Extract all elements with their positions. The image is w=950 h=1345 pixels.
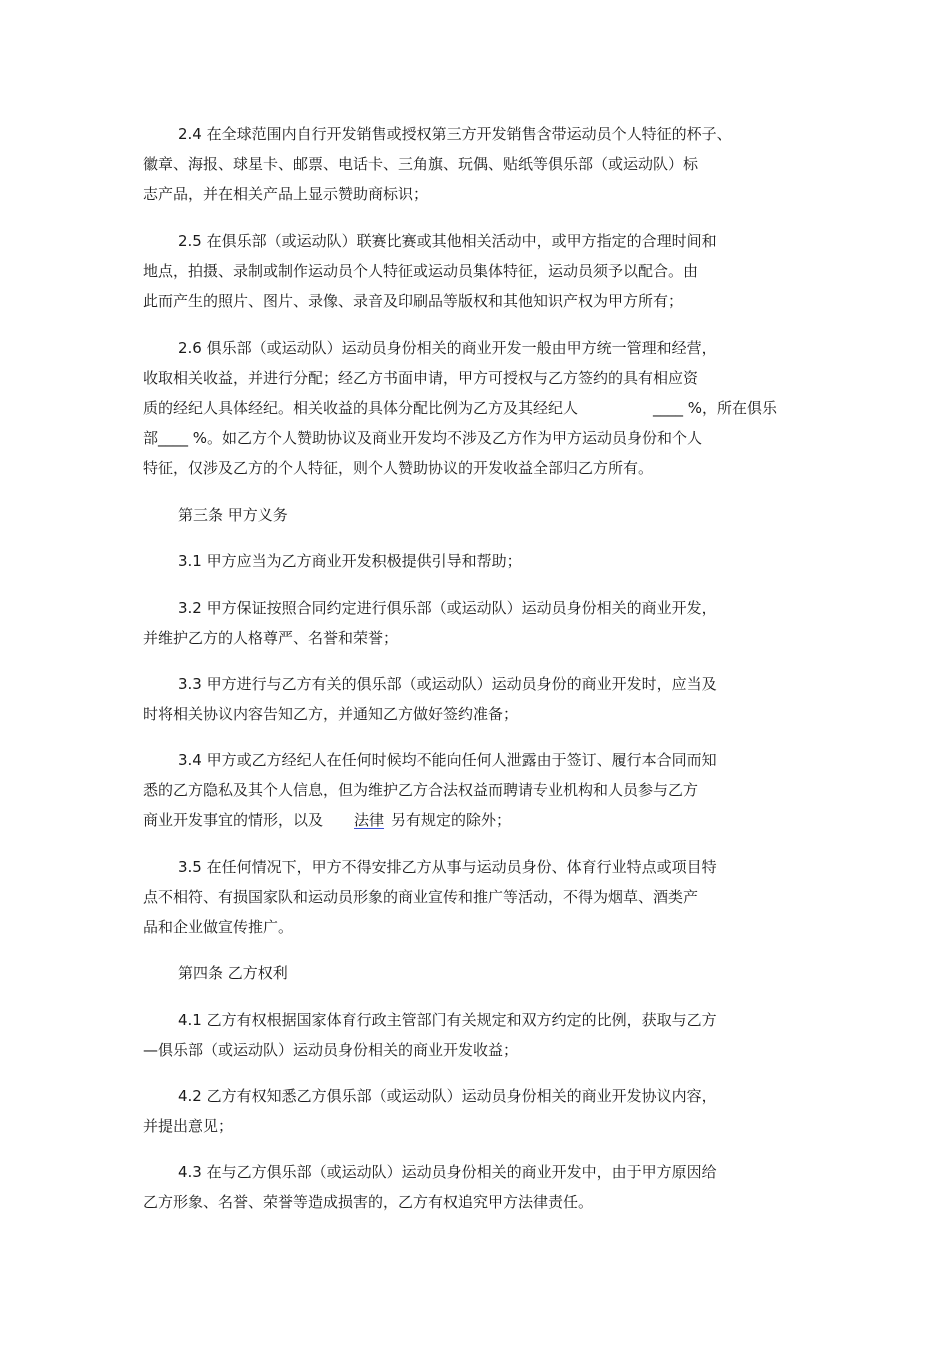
para-2-6-line-2: 收取相关收益，并进行分配；经乙方书面申请，甲方可授权与乙方签约的具有相应资 [143,369,699,387]
para-2-6-line-4: 部____ %。如乙方个人赞助协议及商业开发均不涉及乙方作为甲方运动员身份和个人 [143,429,703,447]
para-3-5-line-2: 点不相符、有损国家队和运动员形象的商业宣传和推广等活动，不得为烟草、酒类产 [143,888,699,906]
para-3-2-line-2: 并维护乙方的人格尊严、名誉和荣誉； [143,629,399,647]
para-2-5-line-2: 地点，拍摄、录制或制作运动员个人特征或运动员集体特征，运动员须予以配合。由 [143,262,699,280]
para-3-1-line-1: 3.1 甲方应当为乙方商业开发积极提供引导和帮助； [178,552,522,570]
para-2-6-line-5: 特征，仅涉及乙方的个人特征，则个人赞助协议的开发收益全部归乙方所有。 [143,459,654,477]
para-3-4-line-3-tail: 另有规定的除外； [391,811,512,829]
article-4-heading: 第四条 乙方权利 [178,964,288,982]
para-2-5-line-3: 此而产生的照片、图片、录像、录音及印刷品等版权和其他知识产权为甲方所有； [143,292,684,310]
para-3-2-line-1: 3.2 甲方保证按照合同约定进行俱乐部（或运动队）运动员身份相关的商业开发， [178,599,717,617]
para-4-2-line-2: 并提出意见； [143,1117,234,1135]
para-3-3-line-1: 3.3 甲方进行与乙方有关的俱乐部（或运动队）运动员身份的商业开发时，应当及 [178,675,717,693]
para-3-5-line-3: 品和企业做宣传推广。 [143,918,294,936]
para-2-6-line-3: 质的经纪人具体经纪。相关收益的具体分配比例为乙方及其经纪人 [143,399,579,417]
para-4-1-line-1: 4.1 乙方有权根据国家体育行政主管部门有关规定和双方约定的比例，获取与乙方 [178,1011,717,1029]
para-2-5-line-1: 2.5 在俱乐部（或运动队）联赛比赛或其他相关活动中，或甲方指定的合理时间和 [178,232,717,250]
para-2-4-line-1: 2.4 在全球范围内自行开发销售或授权第三方开发销售含带运动员个人特征的杯子、 [178,125,732,143]
para-4-1-line-2: —俱乐部（或运动队）运动员身份相关的商业开发收益； [143,1041,519,1059]
para-2-6-line-3-tail: ____ %，所在俱乐 [653,399,778,417]
para-3-4-line-2: 悉的乙方隐私及其个人信息，但为维护乙方合法权益而聘请专业机构和人员参与乙方 [143,781,699,799]
para-2-4-line-2: 徽章、海报、球星卡、邮票、电话卡、三角旗、玩偶、贴纸等俱乐部（或运动队）标 [143,155,699,173]
para-4-2-line-1: 4.2 乙方有权知悉乙方俱乐部（或运动队）运动员身份相关的商业开发协议内容， [178,1087,717,1105]
para-3-4-line-3: 商业开发事宜的情形，以及 [143,811,324,829]
para-3-5-line-1: 3.5 在任何情况下，甲方不得安排乙方从事与运动员身份、体育行业特点或项目特 [178,858,717,876]
law-link[interactable]: 法律 [354,811,385,829]
para-3-3-line-2: 时将相关协议内容告知乙方，并通知乙方做好签约准备； [143,705,519,723]
article-3-heading: 第三条 甲方义务 [178,506,288,524]
para-4-3-line-2: 乙方形象、名誉、荣誉等造成损害的，乙方有权追究甲方法律责任。 [143,1193,594,1211]
para-4-3-line-1: 4.3 在与乙方俱乐部（或运动队）运动员身份相关的商业开发中，由于甲方原因给 [178,1163,717,1181]
para-2-4-line-3: 志产品，并在相关产品上显示赞助商标识； [143,185,429,203]
para-3-4-line-1: 3.4 甲方或乙方经纪人在任何时候均不能向任何人泄露由于签订、履行本合同而知 [178,751,717,769]
para-2-6-line-1: 2.6 俱乐部（或运动队）运动员身份相关的商业开发一般由甲方统一管理和经营， [178,339,717,357]
